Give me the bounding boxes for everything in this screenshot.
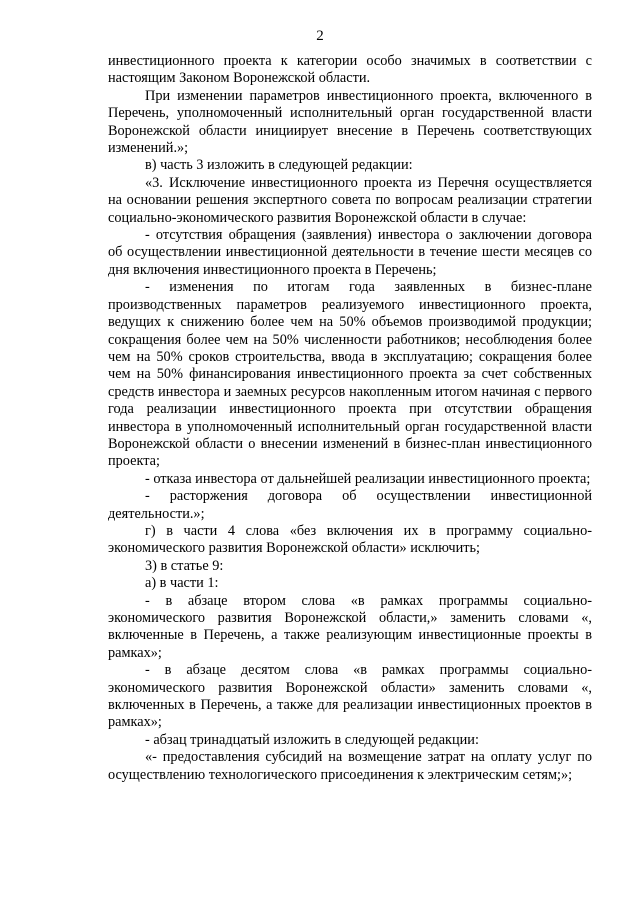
paragraph: - расторжения договора об осуществлении инвестиционной деятельности.»; bbox=[108, 488, 592, 522]
paragraph: - абзац тринадцатый изложить в следующей редакции: bbox=[145, 731, 479, 748]
paragraph: инвестиционного проекта к категории особо значимых в соответствии с настоящим Законом Воронежской области. bbox=[108, 53, 592, 87]
document-body bbox=[108, 53, 592, 784]
paragraph: - изменения по итогам года заявленных в бизнес-плане производственных параметров реализуемого инвестиционного проекта, ведущих к снижению более чем на 50% объемов производимой продукции; сокращения более чем на 50% численности работников; несоблюдения более чем на 50% сроков строительства, ввода в эксплуатацию; сокращения более чем на 50% финансирования инвестиционного проекта за счет собственных средств инвестора и заемных ресурсов накопленным итогом начиная с первого года реализации инвестиционного проекта при отсутствии обращения инвестора в уполномоченный исполнительный орган государственной власти Воронежской области о внесении изменений в бизнес-план инвестиционного проекта; bbox=[108, 279, 592, 470]
paragraph: 3) в статье 9: bbox=[145, 557, 224, 574]
paragraph: При изменении параметров инвестиционного проекта, включенного в Перечень, уполномоченный исполнительный орган государственной власти Воронежской области инициирует внесение в Перечень соответствующих изменений.»; bbox=[108, 87, 592, 157]
paragraph: - отказа инвестора от дальнейшей реализации инвестиционного проекта; bbox=[145, 470, 591, 487]
page-number: 2 bbox=[316, 28, 324, 44]
paragraph: в) часть 3 изложить в следующей редакции: bbox=[145, 157, 413, 174]
paragraph: г) в части 4 слова «без включения их в программу социально-экономического развития Воронежской области» исключить; bbox=[108, 522, 592, 557]
paragraph: «- предоставления субсидий на возмещение затрат на оплату услуг по осуществлению технологического присоединения к электрическим сетям;»; bbox=[108, 749, 592, 783]
paragraph: - в абзаце втором слова «в рамках программы социально-экономического развития Воронежской области,» заменить словами «, включенные в Перечень, а также реализующим инвестиционные проекты в рамках»; bbox=[108, 592, 592, 661]
paragraph: «3. Исключение инвестиционного проекта из Перечня осуществляется на основании решения экспертного совета по вопросам реализации стратегии социально-экономического развития Воронежской области в случае: bbox=[108, 174, 592, 226]
paragraph: - в абзаце десятом слова «в рамках программы социально-экономического развития Воронежской области» заменить словами «, включенных в Перечень, а также для реализации инвестиционных проектов в рамках»; bbox=[108, 662, 592, 731]
paragraph: - отсутствия обращения (заявления) инвестора о заключении договора об осуществлении инвестиционной деятельности в течение шести месяцев со дня включения инвестиционного проекта в Перечень; bbox=[108, 227, 592, 278]
paragraph: а) в части 1: bbox=[145, 575, 219, 592]
